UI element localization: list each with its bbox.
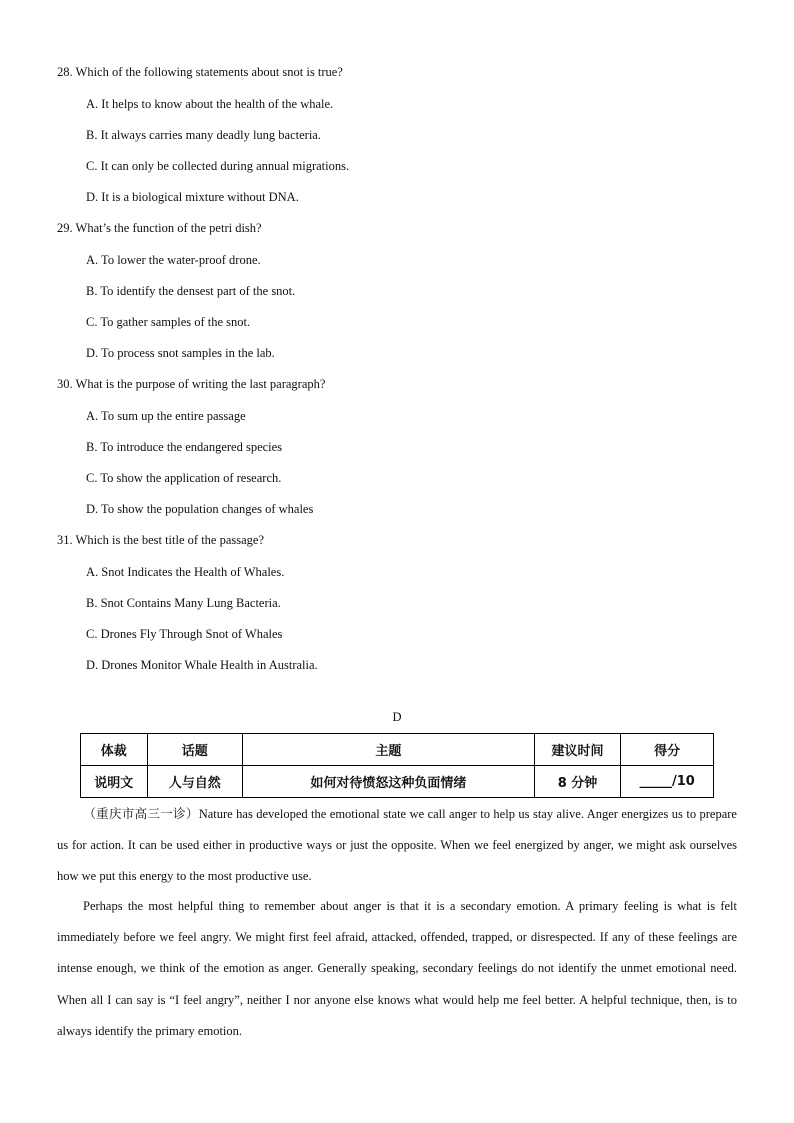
passage-paragraph-2 [57,891,737,1047]
table-cell-time: 8 分钟 [534,766,620,798]
table-header-cell: 建议时间 [534,734,620,766]
question-29-option-a: A. To lower the water-proof drone. [86,253,261,267]
table-header-cell: 体裁 [81,734,148,766]
table-row [81,766,714,798]
table-header-cell: 话题 [147,734,242,766]
question-28-option-d: D. It is a biological mixture without DNA. [86,190,299,204]
question-28-option-c: C. It can only be collected during annual migrations. [86,159,350,173]
question-31-option-a: A. Snot Indicates the Health of Whales. [86,565,285,579]
table-cell-topic: 人与自然 [147,766,242,798]
question-29-option-b: B. To identify the densest part of the snot. [86,284,296,298]
table-header-cell: 得分 [621,734,714,766]
question-30-stem: 30. What is the purpose of writing the last paragraph? [57,377,326,391]
question-30-option-c: C. To show the application of research. [86,471,282,485]
question-31-option-c: C. Drones Fly Through Snot of Whales [86,627,283,641]
question-31-stem: 31. Which is the best title of the passage? [57,533,265,547]
table-cell-genre: 说明文 [81,766,148,798]
table-header-cell: 主题 [242,734,534,766]
question-30-option-a: A. To sum up the entire passage [86,409,246,423]
passage-paragraph-1 [57,798,737,893]
question-28-stem: 28. Which of the following statements about snot is true? [57,65,343,79]
paragraph-2-text: Perhaps the most helpful thing to remember about anger is that it is a secondary emotion. A primary feeling is what is felt immediately before we feel angry. We might first feel afraid, attacked, offended, trapped, or disrespected. If any of these feelings are intense enough, we think of the emotion as anger. Generally speaking, secondary feelings do not identify the unmet emotional need. When all I can say is “I feel angry”, neither I nor anyone else knows what would help me feel better. A helpful technique, then, is to always identify the primary emotion. [57,899,737,1038]
table-cell-theme: 如何对待愤怒这种负面情绪 [242,766,534,798]
question-28-option-a: A. It helps to know about the health of the whale. [86,97,334,111]
question-29-stem: 29. What’s the function of the petri dish? [57,221,262,235]
table-cell-score: _____/10 [621,766,714,798]
question-31-option-d: D. Drones Monitor Whale Health in Australia. [86,658,318,672]
question-31-option-b: B. Snot Contains Many Lung Bacteria. [86,596,281,610]
question-30-option-d: D. To show the population changes of whales [86,502,314,516]
table-header-row [81,734,714,766]
question-28-option-b: B. It always carries many deadly lung bacteria. [86,128,321,142]
source-tag: （重庆市高三一诊） [83,806,199,821]
question-29-option-d: D. To process snot samples in the lab. [86,346,275,360]
paragraph-1-text: Nature has developed the emotional state we call anger to help us stay alive. Anger energizes us to prepare us for action. It can be used either in productive ways or just the opposite. When we feel energized by anger, we might ask ourselves how we put this energy to the most productive use. [57,807,737,884]
question-29-option-c: C. To gather samples of the snot. [86,315,251,329]
passage-info-table [80,733,714,798]
section-title: D [392,710,402,724]
question-30-option-b: B. To introduce the endangered species [86,440,283,454]
